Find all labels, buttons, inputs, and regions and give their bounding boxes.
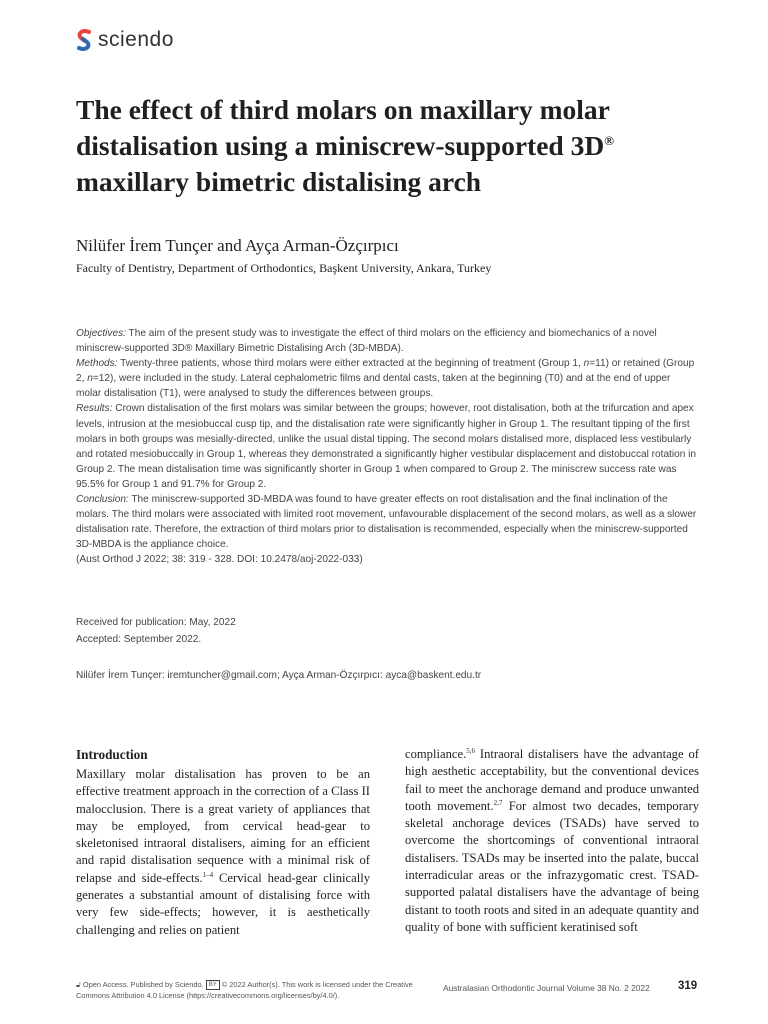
conclusion-text: The miniscrew-supported 3D-MBDA was found to have greater effects on root distalisation and the final inclination of the molars. The third molars were associated with limited root movement, unfavourable displacement of the second molars, as well as a slower distalisation rate. Therefore, the extraction of third molars prior to distalisation is recommended, especially when the miniscrew-supported 3D-MBDA is the appliance choice. (76, 494, 697, 551)
sciendo-logo-icon (76, 29, 92, 51)
intro-left-text-2: Cervical head-gear clinically generates a substantial amount of distalising force with very few side-effects; however, it is aesthetically challenging and relies on patient (76, 870, 370, 937)
received-date: Received for publication: May, 2022 (76, 617, 236, 628)
methods-text-3: =12), were included in the study. Lateral cephalometric films and dental casts, taken at the beginning (T0) and at the end of upper molar distalisation (T1), were analysed to study the differences between groups. (76, 373, 671, 400)
open-access-text-2: © 2022 Author(s). This work is licensed under the Creative Commons Attribution 4.0 License (https://creativecommons.org/licenses/by/4.0/). (76, 980, 413, 1000)
methods-n2: n (87, 373, 93, 385)
reference-marker[interactable]: 5,6 (466, 746, 475, 755)
open-access-notice (76, 980, 416, 1001)
intro-right-text-1: compliance. (405, 747, 467, 761)
abstract-methods (76, 356, 698, 401)
body-column-left (76, 746, 370, 939)
accepted-date: Accepted: September 2022. (76, 634, 202, 645)
title-tail: maxillary bimetric distalising arch (76, 166, 482, 197)
publication-dates (76, 614, 236, 648)
cc-license-badge[interactable]: BY (206, 980, 220, 990)
methods-text-2: =11) or retained (Group 2, (76, 358, 695, 385)
methods-n1: n (583, 358, 590, 370)
title-main: The effect of third molars on maxillary molar distalisation using a miniscrew-supported 3D (76, 94, 610, 161)
intro-paragraph-left (76, 766, 370, 939)
sciendo-logo (76, 28, 174, 52)
intro-right-text-2: Intraoral distalisers have the advantage of high aesthetic acceptability, but the conventional devices fail to meet the anchorage demand and produce unwanted tooth movement. (405, 747, 699, 813)
methods-text-1: Twenty-three patients, whose third molars were either extracted at the beginning of treatment (Group 1, (117, 358, 584, 370)
body-column-right (405, 746, 699, 936)
sciendo-logo-text: sciendo (98, 28, 174, 51)
abstract-conclusion (76, 492, 698, 552)
authors: Nilüfer İrem Tunçer and Ayça Arman-Özçırpıcı (76, 236, 399, 255)
abstract-objectives (76, 326, 698, 356)
page-number: 319 (678, 980, 698, 992)
reference-marker[interactable]: 1–4 (202, 870, 214, 879)
author-contacts: Nilüfer İrem Tunçer: iremtuncher@gmail.com; Ayça Arman-Özçırpıcı: ayca@baskent.edu.tr (76, 670, 482, 681)
intro-right-text-3: For almost two decades, temporary skeletal anchorage devices (TSADs) have served to overcome the shortcomings of conventional intraoral distalisers. TSADs may be inserted into the palate, buccal interradicular areas or the infrazygomatic crest. TSAD-supported palatal distalisers have the advantage of being distant to tooth roots and sited in an adequate quantity and quality of bone with sufficient keratinised soft (405, 798, 699, 934)
citation: (Aust Orthod J 2022; 38: 319 - 328. DOI: 10.2478/aoj-2022-033) (76, 554, 363, 566)
results-text: Crown distalisation of the first molars was similar between the groups; however, root distalisation, both at the trifurcation and apex levels, intrusion at the mesiobuccal cusp tip, and the distalisation rate were significantly higher in Group 1. The resultant tipping of the first molars in both groups was mesially-directed, unlike the usual distal tipping. The second molars distalised more, displaced less vestibularly and rotated mesiobuccally in Group 1, whereas they demonstrated a significantly higher vestibular displacement and distobuccal rotation in Group 2. The mean distalisation time was significantly shorter in Group 1 when compared to Group 2. The miniscrew success rate was 95.5% for Group 1 and 91.7% for Group 2. (76, 403, 696, 490)
article-title (76, 92, 696, 200)
title-registered-mark: ® (604, 132, 614, 148)
conclusion-label: Conclusion: (76, 494, 129, 506)
methods-label: Methods: (76, 358, 118, 370)
intro-paragraph-right (405, 746, 699, 936)
objectives-label: Objectives: (76, 328, 126, 339)
section-heading-introduction: Introduction (76, 747, 148, 762)
results-label: Results: (76, 403, 113, 415)
reference-marker[interactable]: 2,7 (493, 798, 503, 807)
affiliation: Faculty of Dentistry, Department of Orthodontics, Başkent University, Ankara, Turkey (76, 261, 492, 275)
open-access-icon: 🔓︎ (76, 980, 81, 989)
intro-left-text-1: Maxillary molar distalisation has proven to be an effective treatment approach in the correction of a Class II malocclusion. There is a great variety of appliances that may be employed, from cervical head-gear to skeletonised intraoral distalisers, aiming for an efficient and rapid distalisation sequence with a minimal risk of relapse and side-effects. (76, 767, 370, 885)
abstract-results (76, 401, 698, 492)
journal-info: Australasian Orthodontic Journal Volume 38 No. 2 2022 (443, 983, 650, 993)
open-access-text-1: Open Access. Published by Sciendo. (82, 980, 204, 989)
objectives-text: The aim of the present study was to investigate the effect of third molars on the efficiency and biomechanics of a novel miniscrew-supported 3D® Maxillary Bimetric Distalising Arch (3D-MBDA). (76, 328, 657, 355)
abstract (76, 326, 698, 568)
